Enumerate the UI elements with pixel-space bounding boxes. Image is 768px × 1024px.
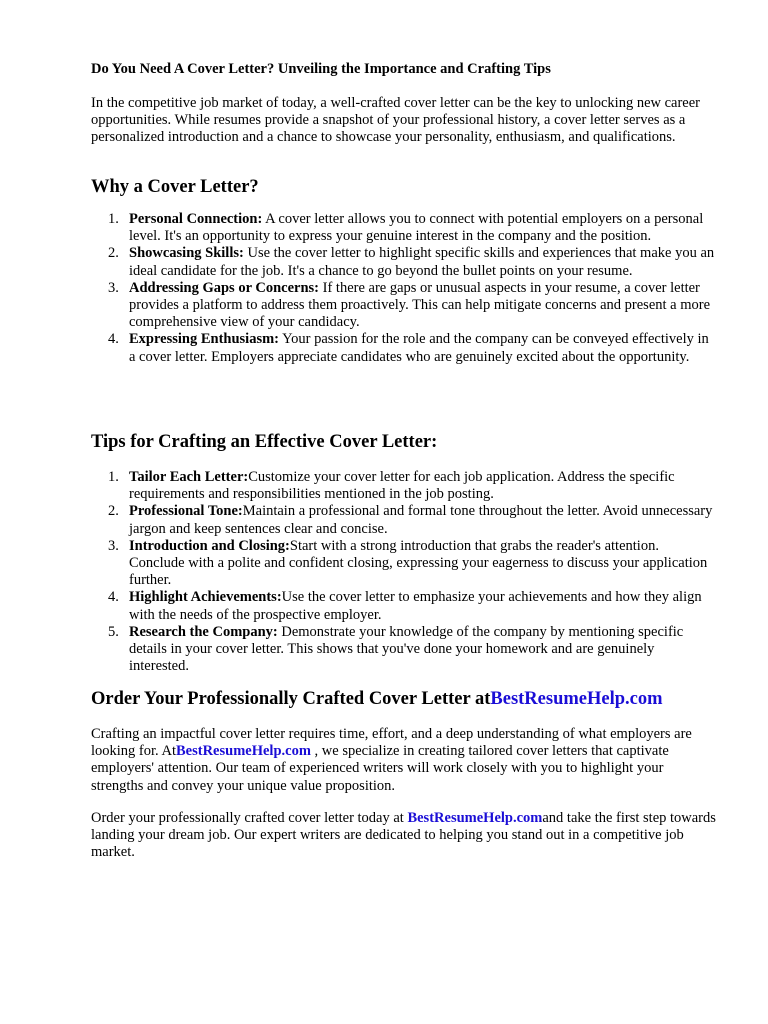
order-paragraph-1: Crafting an impactful cover letter requires time, effort, and a deep understanding of what employers are looking for. AtBestResumeHelp.com , we specialize in creating tailored cover letters that captivate employers' attention. Our team of experienced writers will work closely with you to highlight your strengths and convey your unique value proposition. bbox=[91, 726, 692, 794]
why-heading: Why a Cover Letter? bbox=[91, 177, 259, 197]
bestresumehelp-link-closing[interactable]: BestResumeHelp.com bbox=[407, 810, 543, 826]
tips-list bbox=[91, 469, 716, 675]
list-item: 4. Highlight Achievements:Use the cover letter to emphasize your achievements and how they align with the needs of the prospective employer. bbox=[108, 589, 702, 623]
list-item: 5. Research the Company: Demonstrate your knowledge of the company by mentioning specific details in your cover letter. This shows that you've done your homework and are genuinely interested. bbox=[108, 623, 684, 675]
list-item: 4. Expressing Enthusiasm: Your passion for the role and the company can be conveyed effectively in a cover letter. Employers appreciate candidates who are genuinely excited about the opportunity. bbox=[108, 331, 709, 365]
list-item: 1. Tailor Each Letter:Customize your cover letter for each job application. Address the specific requirements and responsibilities mentioned in the job posting. bbox=[108, 469, 675, 503]
list-item: 2. Showcasing Skills: Use the cover letter to highlight specific skills and experiences that make you an ideal candidate for the job. It's a chance to go beyond the bullet points on your resume. bbox=[108, 245, 715, 279]
bestresumehelp-link-body[interactable]: BestResumeHelp.com bbox=[176, 743, 311, 760]
order-heading bbox=[91, 689, 663, 710]
order-heading-text: Order Your Professionally Crafted Cover Letter at bbox=[91, 689, 491, 709]
intro-paragraph: In the competitive job market of today, a well-crafted cover letter can be the key to unlocking new career opportunities. While resumes provide a snapshot of your professional history, a cover letter serves as a personalized introduction and a chance to showcase your personality, enthusiasm, and qualifications. bbox=[91, 95, 700, 146]
tips-heading: Tips for Crafting an Effective Cover Letter: bbox=[91, 432, 438, 452]
list-item: 2. Professional Tone:Maintain a professional and formal tone throughout the letter. Avoid unnecessary jargon and keep sentences clear and concise. bbox=[108, 503, 713, 537]
list-item: 3. Addressing Gaps or Concerns: If there are gaps or unusual aspects in your resume, a cover letter provides a platform to address them proactively. This can help mitigate concerns and present a more comprehensive view of your candidacy. bbox=[108, 279, 711, 331]
list-item: 1. Personal Connection: A cover letter allows you to connect with potential employers on a personal level. It's an opportunity to express your genuine interest in the company and the position. bbox=[108, 211, 704, 245]
bestresumehelp-link-heading[interactable]: BestResumeHelp.com bbox=[490, 689, 663, 709]
order-paragraph-2: Order your professionally crafted cover letter today at BestResumeHelp.comand take the first step towards landing your dream job. Our expert writers are dedicated to helping you stand out in a competitive job market. bbox=[91, 810, 716, 861]
document-title: Do You Need A Cover Letter? Unveiling the Importance and Crafting Tips bbox=[91, 61, 551, 77]
list-item: 3. Introduction and Closing:Start with a strong introduction that grabs the reader's attention. Conclude with a polite and confident closing, expressing your eagerness to discuss your application further. bbox=[108, 537, 708, 589]
why-list bbox=[91, 211, 716, 366]
